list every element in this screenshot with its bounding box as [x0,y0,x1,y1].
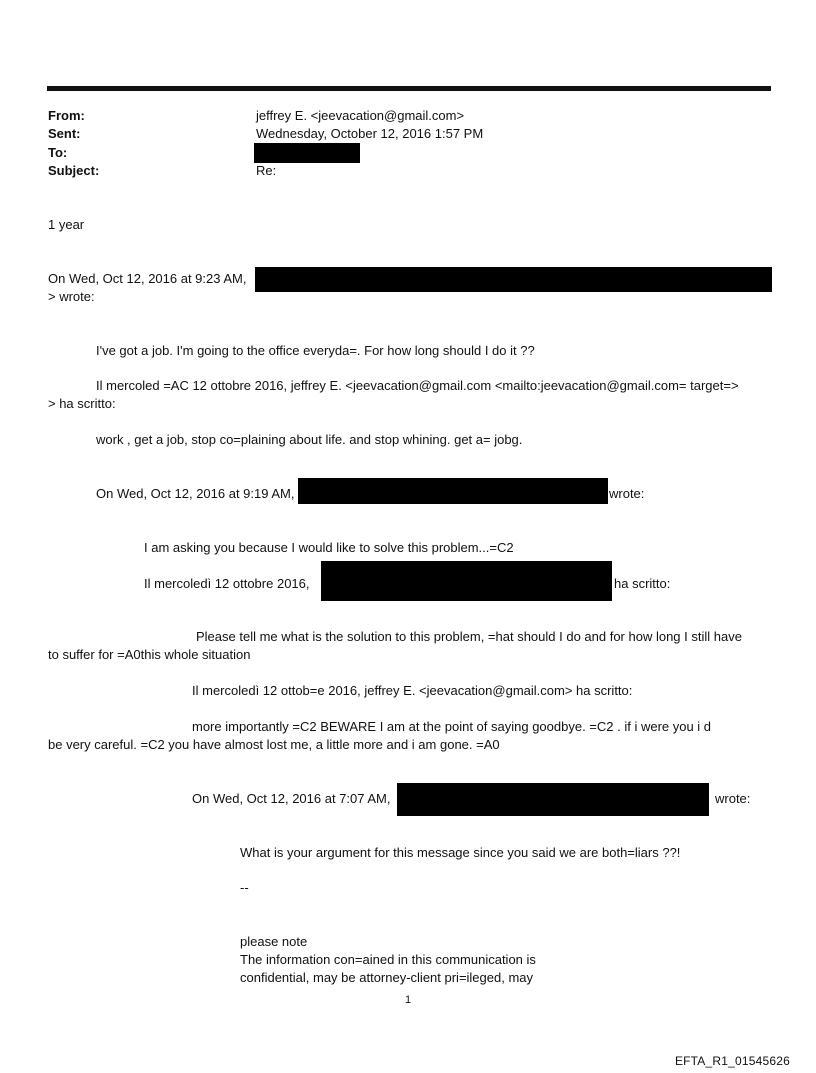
quote6-text: What is your argument for this message since you said we are both=liars ??! [240,845,681,860]
quote1-attribution: On Wed, Oct 12, 2016 at 9:23 AM, [48,271,247,286]
redaction-quote3 [298,478,608,504]
redaction-quote1 [255,267,772,292]
quote2-attribution: Il mercoled =AC 12 ottobre 2016, jeffrey E. <jeevacation@gmail.com <mailto:jeevacation@gmail.com= target=> [96,378,739,393]
from-label: From: [48,108,85,123]
sent-value: Wednesday, October 12, 2016 1:57 PM [256,126,484,141]
quote4-text-cont: to suffer for =A0this whole situation [48,647,251,662]
quote5-attribution: Il mercoledì 12 ottob=e 2016, jeffrey E. <jeevacation@gmail.com> ha scritto: [192,683,633,698]
reply-text: 1 year [48,217,85,232]
page-number: 1 [404,994,412,1006]
signature-line-3: confidential, may be attorney-client pri=ileged, may [240,970,534,985]
signature-separator: -- [240,880,249,895]
quote2-attribution-end: > ha scritto: [48,396,116,411]
quote6-attribution: On Wed, Oct 12, 2016 at 7:07 AM, [192,791,391,806]
document-id: EFTA_R1_01545626 [674,1054,790,1068]
quote6-attribution-end: wrote: [715,791,751,806]
signature-line-2: The information con=ained in this communication is [240,952,536,967]
quote5-text: more importantly =C2 BEWARE I am at the point of saying goodbye. =C2 . if i were you i d [192,719,712,734]
quote3-attribution: On Wed, Oct 12, 2016 at 9:19 AM, [96,486,295,501]
quote1-text: I've got a job. I'm going to the office everyda=. For how long should I do it ?? [96,343,535,358]
subject-value: Re: [256,163,277,178]
redaction-quote4 [321,561,612,601]
quote4-text: Please tell me what is the solution to this problem, =hat should I do and for how long I still have [196,629,742,644]
quote5-text-cont: be very careful. =C2 you have almost lost me, a little more and i am gone. =A0 [48,737,500,752]
quote4-attribution-end: ha scritto: [614,576,671,591]
quote1-attribution-end: > wrote: [48,289,95,304]
redaction-to [254,143,360,163]
quote4-attribution: Il mercoledì 12 ottobre 2016, [144,576,310,591]
quote3-attribution-end: wrote: [609,486,645,501]
to-label: To: [48,145,68,160]
from-value: jeffrey E. <jeevacation@gmail.com> [256,108,465,123]
sent-label: Sent: [48,126,81,141]
header-rule [47,86,771,91]
subject-label: Subject: [48,163,100,178]
quote2-text: work , get a job, stop co=plaining about life. and stop whining. get a= jobg. [96,432,523,447]
redaction-quote6 [397,783,709,816]
quote3-text: I am asking you because I would like to solve this problem...=C2 [144,540,514,555]
signature-line-1: please note [240,934,308,949]
